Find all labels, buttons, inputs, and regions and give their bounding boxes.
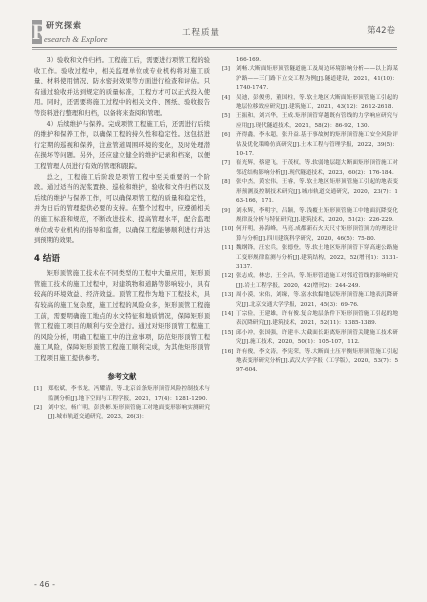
reference-item [222, 65, 398, 93]
reference-item [222, 159, 398, 178]
left-column [34, 56, 210, 423]
reference-number: [8] [222, 179, 230, 186]
reference-item [222, 225, 398, 244]
reference-text: 魏纲锋，汪宏兵，张德登，等.软土地区矩形顶管下穿高速公路施工变形规律监测与分析[J].建筑结构，2022，52(增刊1)：3131-3137. [236, 245, 398, 270]
reference-number: [7] [222, 160, 230, 167]
page-header [0, 0, 427, 58]
section-title-cn: 研究探索 [46, 21, 82, 30]
reference-text: 王振和，刘兴华，王成.矩形顶管穿越既有管线的力学响应研究与应用[J].现代隧道技术，2021，58(2)：86-92，130. [236, 113, 398, 129]
reference-number: [12] [222, 273, 234, 280]
header-rule [32, 47, 397, 48]
reference-number: [4] [222, 94, 230, 101]
reference-item [222, 329, 398, 348]
conclusion-paragraph: 矩形顶管施工技术在不同类型的工程中大量应用，矩形顶管施工技术的施工过程中，对建筑物和道路等影响较小，具有较高的环境效益、经济效益。顶管工程作为地下工程技术，具有较高的施工复杂度，施工过程的风险众多，矩形顶管工程施工前，需要明确施工地点的水文特征和地质情况，保障矩形顶管工程施工项目的顺利与安全进行。通过对矩形顶管工程施工的风险分析，明确工程施工中的注意事项，防范矩形顶管工程施工风险，保障矩形顶管工程施工顺利完成，为其他矩形顶管工程项目施工提供参考。 [34, 270, 210, 363]
header-rule-secondary [32, 49, 397, 50]
reference-item [222, 131, 398, 159]
reference-number [222, 56, 236, 65]
page-number: - 46 - [34, 580, 56, 589]
body-paragraph: 3）验收和文件归档。工程施工后，需要进行项管工程的验收工作。验收过程中，相关监理单位或专业机构将对施工质量、材料使用情况、防水密封效果等方面进行检查和评估。只有通过验收并达到规定的质量标准，工程方才可以正式投入使用。同时，还需要将施工过程中的相关文件、图纸、验收报告等资料进行整理和归档，以备将来查阅和管理。 [34, 57, 210, 117]
reference-number: [14] [222, 310, 234, 317]
reference-item [222, 272, 398, 291]
reference-item [34, 385, 210, 404]
journal-name: 工程质量 [182, 28, 221, 38]
section-logo: R [32, 19, 48, 44]
reference-item [34, 404, 210, 423]
reference-item [222, 112, 398, 131]
reference-text: 吴迪，彭俊勇，董国柱，等.软土地区大断面矩形顶管施工引起的地层位移效应研究[J].建筑施工，2021，43(12)：2612-2618. [236, 94, 398, 111]
reference-text: 周小漠，宋佑，刘缘，等.富水软黏地层矩形顶管施工地表沉降研究[J].北京交通大学学报，2021，45(3)：69-76. [236, 292, 398, 308]
reference-text: 张中杰，黄宏伟，王睿，等.软土地区矩形顶管施工引起的地表变形预测及控制技术研究[J].城市轨道交通研究，2020，23(7)：163-166，171. [236, 179, 398, 205]
reference-item [222, 56, 398, 65]
reference-item [222, 348, 398, 376]
section-heading: 4 结语 [34, 253, 60, 264]
reference-text: 166-169. [236, 57, 262, 63]
reference-number: [6] [222, 132, 230, 139]
right-column [222, 56, 398, 376]
reference-number: [2] [34, 405, 42, 412]
references-title: 参考文献 [107, 371, 137, 381]
reference-number: [3] [222, 66, 230, 73]
reference-item [222, 291, 398, 310]
reference-number: [11] [222, 245, 234, 252]
reference-text: 张志成，林忠，王全昌，等.矩形管道施工对邻近管线的影响研究[J].岩土工程学报，2020，42(增刊2)：244-249. [236, 273, 398, 289]
reference-text: 何开明，孙海峰，马亮.成都新石火天尺寸矩形顶管顶力的理论计算与分析[J].四川建筑科学研究，2020，46(5)：75-80. [236, 226, 398, 242]
reference-text: 刘中宏，杨广明，彭贵彬.矩形顶管施工对地面变形影响实测研究[J].城市轨道交通研究，2023，26(3)： [48, 405, 210, 421]
reference-text: 郑松斌，李书龙，冯耀清，等.北京首条矩形顶管风险控制技术与监测分析[J].地下空间与工程学报，2021，17(4)：1281-1290. [48, 386, 210, 402]
reference-number: [16] [222, 348, 234, 355]
body-paragraph: 总之，工程施工后阶段是项管工程中至关重要的一个阶段。通过适当的泥浆置换、巡检和维护，验收和文件归档以及后续的维护与保养工作，可以确保项管工程的质量和稳定性，并为日后的管理提供必要的支持。在整个过程中，应遵循相关的施工标准和规范，不断改进技术、提高管理水平，配合监理单位或专业机构的指导和监督，以确保工程能够顺利进行并达到预期的效果。 [34, 173, 210, 245]
reference-text: 齐得鑫，李永超，张升益.基于事故树的矩形顶管施工安全风险评估及优化策略仿真研究[J].土木工程与管理学报，2022，39(5)：10-17. [236, 132, 398, 158]
reference-number: [9] [222, 207, 230, 214]
reference-text: 刘畅.大断面矩形顶管隧道施工及周边环境影响分析——以上海某沪路——三门路下立交工程为例[J].隧道建设，2021，41(10)：1740-1747. [236, 66, 398, 92]
reference-item [222, 94, 398, 113]
reference-number: [1] [34, 386, 42, 393]
section-title-en: esearch & Explore [44, 34, 108, 44]
reference-item [222, 244, 398, 272]
reference-item [222, 207, 398, 226]
reference-number: [5] [222, 113, 230, 120]
reference-number: [13] [222, 292, 234, 299]
reference-item [222, 310, 398, 329]
body-paragraph: 4）后续维护与保养。完成项管工程施工后，还需进行后续的维护和保养工作，以确保工程的持久性和稳定性。这包括进行定期的巡视和保养，注意管道周围环境的变化，及时处理潜在损坏等问题。另外，还应建立健全的维护记录和档案，以便工程管理人员进行有效的管理和跟踪。 [34, 120, 210, 170]
reference-number: [15] [222, 329, 234, 336]
volume-label: 第42卷 [367, 26, 395, 36]
reference-item [222, 178, 398, 206]
reference-text: 许有俊，李文涛，李宪荣，等.大断面土压平衡矩形顶管施工引起地表变形研究分析[J].武汉大学学报（工学版），2020，53(7)：597-604. [236, 348, 398, 374]
reference-text: 崔光辉，蔡建飞，于茂权，等.软弱地层超大断面矩形顶管施工对邻近结构影响分析[J].现代隧道技术，2023，60(2)：176-184. [236, 160, 398, 176]
reference-number: [10] [222, 226, 234, 233]
reference-text: 邱小冲，张国强，许建丰.大截面长距离矩形顶管关键施工技术研究[J].施工技术，2020，50(1)：105-107，112. [236, 329, 398, 346]
reference-text: 刘永辉，李明宇，吕颖，等.浅覆土矩形顶管施工中地面沉降变化规律及分析与特征研究[J].建筑技术，2020，51(2)：226-229. [236, 207, 398, 223]
reference-text: 丁宗俭，王建雄，许有俊.复合地层条件下矩形顶管施工引起的地表沉降研究[J].建筑技术，2021，52(11)：1385-1389. [236, 310, 398, 327]
